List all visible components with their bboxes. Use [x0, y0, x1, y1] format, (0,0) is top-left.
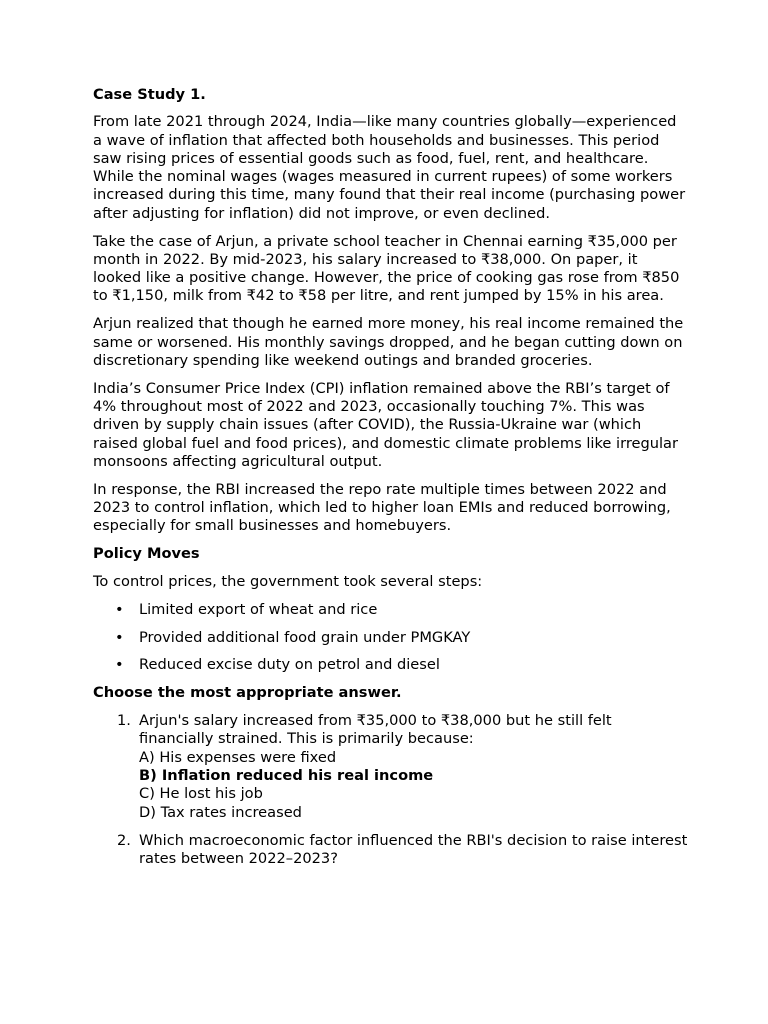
policy-intro: To control prices, the government took several steps: — [93, 572, 483, 590]
list-item — [93, 601, 688, 619]
arjun-case-paragraph: Take the case of Arjun, a private school teacher in Chennai earning ₹35,000 per month in 2022. By mid-2023, his salary increased to ₹38,000. On paper, it looked like a positive change. However, the price of cooking gas rose from ₹850 to ₹1,150, milk from ₹42 to ₹58 per litre, and rent jumped by 15% in his area. — [93, 232, 680, 305]
list-item-text: Provided additional food grain under PMGKAY — [139, 628, 471, 646]
intro-paragraph: From late 2021 through 2024, India—like many countries globally—experienced a wave of inflation that affected both households and businesses. This period saw rising prices of essential goods such as food, fuel, rent, and healthcare. While the nominal wages (wages measured in current rupees) of some workers increased during this time, many found that their real income (purchasing power after adjusting for inflation) did not improve, or even declined. — [93, 113, 686, 222]
question-number: 1. — [117, 712, 131, 730]
policy-moves-heading: Policy Moves — [93, 545, 200, 563]
policy-list — [93, 601, 688, 675]
rbi-response-paragraph: In response, the RBI increased the repo rate multiple times between 2022 and 2023 to control inflation, which led to higher loan EMIs and reduced borrowing, especially for small businesses and homebuyers. — [93, 480, 671, 535]
question-text: Arjun's salary increased from ₹35,000 to ₹38,000 but he still felt financially strained. This is primarily because: — [139, 712, 612, 748]
answer-option: D) Tax rates increased — [139, 803, 302, 821]
case-study-title: Case Study 1. — [93, 86, 206, 103]
real-income-paragraph: Arjun realized that though he earned more money, his real income remained the same or worsened. His monthly savings dropped, and he began cutting down on discretionary spending like weekend outings and branded groceries. — [93, 315, 684, 369]
bullet-icon: • — [115, 656, 124, 674]
question-text: Which macroeconomic factor influenced the RBI's decision to raise interest rates between 2022–2023? — [139, 831, 688, 868]
cpi-inflation-paragraph: India’s Consumer Price Index (CPI) inflation remained above the RBI’s target of 4% throughout most of 2022 and 2023, occasionally touching 7%. This was driven by supply chain issues (after COVID), the Russia-Ukraine war (which raised global fuel and food prices), and domestic climate problems like irregular monsoons affecting agricultural output. — [93, 379, 678, 470]
list-item — [93, 656, 688, 674]
list-item — [93, 629, 688, 647]
answer-option-correct: B) Inflation reduced his real income — [139, 766, 434, 784]
list-item-text: Limited export of wheat and rice — [139, 600, 378, 618]
question-item — [93, 832, 688, 869]
bullet-icon: • — [115, 600, 124, 618]
questions-heading: Choose the most appropriate answer. — [93, 684, 402, 702]
question-list — [93, 712, 688, 868]
bullet-icon: • — [115, 628, 124, 646]
answer-option: C) He lost his job — [139, 785, 263, 803]
question-number: 2. — [117, 831, 131, 849]
answer-option: A) His expenses were fixed — [139, 748, 337, 766]
list-item-text: Reduced excise duty on petrol and diesel — [139, 656, 440, 674]
question-item — [93, 712, 688, 822]
